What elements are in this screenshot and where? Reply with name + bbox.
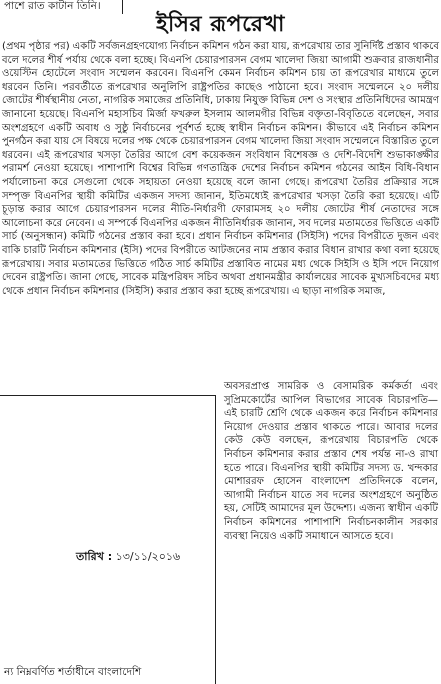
ad-date-label: তারিখ : xyxy=(76,550,113,563)
ad-footer-text: ন্য নিম্নবর্ণিত শর্তাধীনে বাংলাদেশি xyxy=(4,666,142,678)
ad-date-value: ১৩/১১/২০১৬ xyxy=(115,550,181,563)
article-headline: ইসির রূপরেখা xyxy=(156,11,285,37)
previous-article-fragment: পাশে রাত কাটান তিনি। xyxy=(4,0,123,14)
ad-date xyxy=(76,548,180,567)
article-continued-column: অবসরপ্রাপ্ত সামরিক ও বেসামরিক কর্মকর্তা এবং সুপ্রিমকোর্টের আপিল বিভাগের সাবেক বিচারপতি— এই চারটি শ্রেণি থেকে একজন করে নির্বাচন কমিশনার নিয়োগ দেওয়ার প্রস্তাব থাকতে পারে। আবার দলের কেউ কেউ বলছেন, রূপরেখায় বিচারপতি থেকে নির্বাচন কমিশনার করার প্রস্তাব শেষ পর্যন্ত না-ও রাখা হতে পারে। বিএনপির স্থায়ী কমিটির সদস্য ড. খন্দকার মোশাররফ হোসেন বাংলাদেশ প্রতিদিনকে বলেন, আগামী নির্বাচন যাতে সব দলের অংশগ্রহণে অনুষ্ঠিত হয়, সেটিই আমাদের মূল উদ্দেশ্য। এজন্য স্বাধীন একটি নির্বাচন কমিশনের পাশাপাশি নির্বাচনকালীন সরকার ব্যবস্থা নিয়েও একটি সমাধানে আসতে হবে। xyxy=(224,381,438,542)
article-body: (প্রথম পৃষ্ঠার পর) একটি সর্বজনগ্রহণযোগ্য নির্বাচন কমিশন গঠন করা যায়, রূপরেখায় তার সুনির্দিষ্ট প্রস্তাব থাকবে বলে দলের শীর্ষ পর্যায় থেকে বলা হচ্ছে। বিএনপি চেয়ারপারসন বেগম খালেদা জিয়া আগামী শুক্রবার রাজধানীর ওয়েস্টিন হোটেলে সংবাদ সম্মেলন করবেন। বিএনপি কেমন নির্বাচন কমিশন চায় তা রূপরেখার মাধ্যমে তুলে ধরবেন তিনি। পরবর্তীতে রূপরেখার অনুলিপি রাষ্ট্রপতির কাছেও পাঠানো হবে। সংবাদ সম্মেলনে ২০ দলীয় জোটের শীর্ষস্থানীয় নেতা, নাগরিক সমাজের প্রতিনিধি, ঢাকায় নিযুক্ত বিভিন্ন দেশ ও সংস্থার প্রতিনিধিদের আমন্ত্রণ জানানো হয়েছে। বিএনপি মহাসচিব মির্জা ফখরুল ইসলাম আলমগীর বিভিন্ন বক্তৃতা-বিবৃতিতে বলেছেন, সবার অংশগ্রহণে একটি অবাধ ও সুষ্ঠু নির্বাচনের পূর্বশর্ত হচ্ছে স্বাধীন নির্বাচন কমিশন। কীভাবে এই নির্বাচন কমিশন পুনর্গঠন করা যায় সে বিষয়ে দলের পক্ষ থেকে চেয়ারপারসন বেগম খালেদা জিয়া সংবাদ সম্মেলনে বিস্তারিত তুলে ধরবেন। এই রূপরেখার খসড়া তৈরির আগে বেশ কয়েকজন সংবিধান বিশেষজ্ঞ ও দেশি-বিদেশি শুভাকাঙ্ক্ষীর পরামর্শ নেওয়া হয়েছে। পাশাপাশি বিশ্বের বিভিন্ন গণতান্ত্রিক দেশের নির্বাচন কমিশন গঠনের আইন বিধি-বিধান পর্যালোচনা করে সেগুলো থেকে সহায়তা নেওয়া হয়েছে বলে জানা গেছে। রূপরেখা তৈরির প্রক্রিয়ার সঙ্গে সম্পৃক্ত বিএনপির স্থায়ী কমিটির একজন সদস্য জানান, ইতিমধ্যেই রূপরেখার খসড়া তৈরি করা হয়েছে। এটি চূড়ান্ত করার আগে চেয়ারপারসন দলের নীতি-নির্ধারণী ফোরামসহ ২০ দলীয় জোটের শীর্ষ নেতাদের সঙ্গে আলোচনা করে নেবেন। এ সম্পর্কে বিএনপির একজন নীতিনির্ধারক জানান, সব দলের মতামতের ভিত্তিতে একটি সার্চ (অনুসন্ধান) কমিটি গঠনের প্রস্তাব করা হবে। প্রধান নির্বাচন কমিশনার (সিইসি) পদের বিপরীতে দুজন এবং বাকি চারটি নির্বাচন কমিশনার (ইসি) পদের বিপরীতে আটজনের নাম প্রস্তাব করার বিধান রাখার কথা বলা হয়েছে রূপরেখায়। সবার মতামতের ভিত্তিতে গঠিত সার্চ কমিটির প্রস্তাবিত নামের মধ্য থেকে সিইসি ও ইসি পদে নিয়োগ দেবেন রাষ্ট্রপতি। জানা গেছে, সাবেক মন্ত্রিপরিষদ সচিব অথবা প্রধানমন্ত্রীর কার্যালয়ের সাবেক মুখ্যসচিবদের মধ্য থেকে প্রধান নির্বাচন কমিশনার (সিইসি) করার প্রস্তাব করা হচ্ছে রূপরেখায়। এ ছাড়া নাগরিক সমাজ, xyxy=(2,41,439,297)
advertisement-box xyxy=(0,395,216,684)
